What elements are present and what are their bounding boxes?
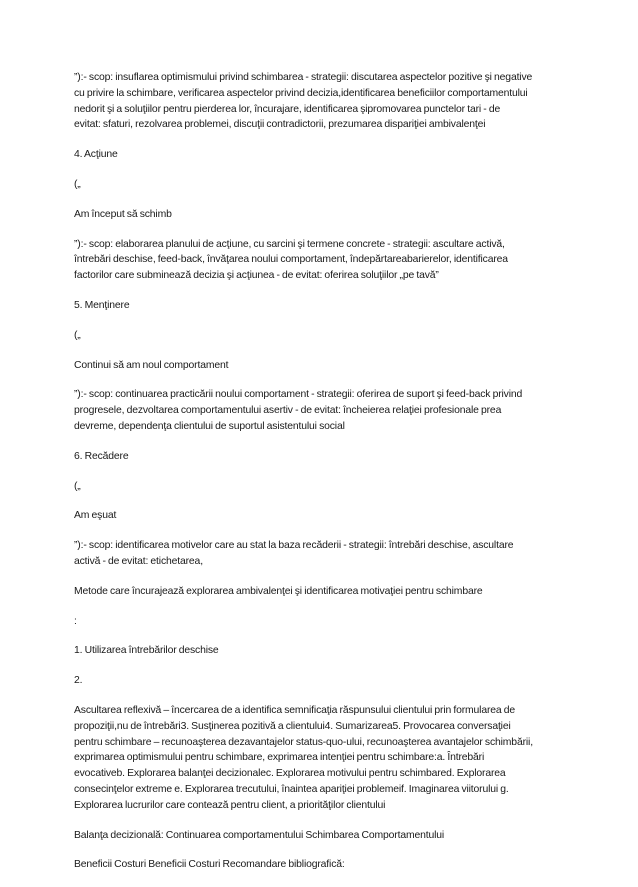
quote-open (74, 479, 574, 495)
text-line: exprimarea optimismului pentru schimbare, exprimarea intenţiei pentru schimbare:a. Întrebări (74, 752, 485, 764)
heading-stage-4 (74, 147, 574, 163)
stage-4-quote (74, 207, 574, 223)
text-line: cu privire la schimbare, verificarea aspectelor privind decizia,identificarea beneficiilor comportamentului (74, 87, 528, 99)
text-line: Balanţa decizională: Continuarea comportamentului Schimbarea Comportamentului (74, 829, 445, 841)
text-line: progresele, dezvoltarea comportamentului asertiv - de evitat: încheierea relaţiei profesionale prea (74, 405, 502, 417)
quote-open (74, 328, 574, 344)
text-line: Explorarea lucrurilor care contează pentru client, a priorităţilor clientului (74, 799, 386, 811)
text-line: („ (74, 178, 81, 190)
decisional-balance (74, 828, 574, 844)
text-line: Ascultarea reflexivă – încercarea de a identifica semnificaţia răspunsului clientului prin formularea de (74, 704, 516, 716)
text-line: („ (74, 480, 81, 492)
text-line: Am eşuat (74, 510, 117, 522)
text-line: („ (74, 329, 81, 341)
paragraph-stage-6-scope (74, 538, 574, 570)
text-line: 6. Recădere (74, 450, 129, 462)
colon-line (74, 614, 574, 630)
paragraph-stage-4-scope (74, 237, 574, 284)
bibliography-line (74, 857, 574, 873)
heading-stage-6 (74, 449, 574, 465)
text-line: propoziţii,nu de întrebări3. Susţinerea pozitivă a clientului4. Sumarizarea5. Provocarea conversaţiei (74, 720, 511, 732)
methods-heading (74, 584, 574, 600)
text-line: evocativeb. Explorarea balanţei decizionalec. Explorarea motivului pentru schimbared. Explorarea (74, 768, 506, 780)
text-line: consecinţelor extreme e. Explorarea trecutului, înaintea apariţiei problemeif. Imaginarea viitorului g. (74, 783, 509, 795)
text-line: 4. Acţiune (74, 149, 118, 161)
text-line: Continui să am noul comportament (74, 359, 229, 371)
text-line: activă - de evitat: etichetarea, (74, 555, 203, 567)
text-line: Metode care încurajează explorarea ambivalenţei şi identificarea motivaţiei pentru schimbare (74, 585, 483, 597)
text-line: pentru schimbare – recunoaşterea dezavantajelor status-quo-ului, recunoaşterea avantajelor schimbării, (74, 736, 533, 748)
method-1 (74, 643, 574, 659)
paragraph-stage-5-scope (74, 387, 574, 434)
text-line: întrebări deschise, feed-back, învăţarea noului comportament, îndepărtareabarierelor, identificarea (74, 254, 508, 266)
text-line: evitat: sfaturi, rezolvarea problemei, discuţii contradictorii, prezumarea dispariţiei ambivalenţei (74, 119, 486, 131)
text-line: ”):- scop: elaborarea planului de acţiune, cu sarcini şi termene concrete - strategii: ascultare activă, (74, 238, 505, 250)
text-line: ”):- scop: continuarea practicării noului comportament - strategii: oferirea de suport şi feed-back privind (74, 389, 523, 401)
text-line: Am început să schimb (74, 208, 172, 220)
document-page (74, 70, 574, 887)
paragraph-stage-3-scope (74, 70, 574, 133)
text-line: : (74, 615, 77, 627)
text-line: factorilor care subminează decizia şi acţiunea - de evitat: oferirea soluţiilor „pe tavă” (74, 270, 439, 282)
stage-5-quote (74, 358, 574, 374)
text-line: Beneficii Costuri Beneficii Costuri Recomandare bibliografică: (74, 859, 345, 871)
paragraph-reflective-listening (74, 703, 574, 814)
text-line: 2. (74, 675, 83, 687)
quote-open (74, 177, 574, 193)
text-line: 5. Menţinere (74, 299, 130, 311)
stage-6-quote (74, 508, 574, 524)
text-line: devreme, dependenţa clientului de suportul asistentului social (74, 420, 345, 432)
text-line: ”):- scop: identificarea motivelor care au stat la baza recăderii - strategii: întrebări deschise, ascultare (74, 540, 514, 552)
method-2-number (74, 673, 574, 689)
text-line: 1. Utilizarea întrebărilor deschise (74, 645, 219, 657)
heading-stage-5 (74, 298, 574, 314)
text-line: ”):- scop: insuflarea optimismului privind schimbarea - strategii: discutarea aspectelor pozitive şi negative (74, 72, 533, 83)
text-line: nedorit şi a soluţiilor pentru pierderea lor, încurajare, identificarea şipromovarea punctelor tari - de (74, 103, 501, 115)
